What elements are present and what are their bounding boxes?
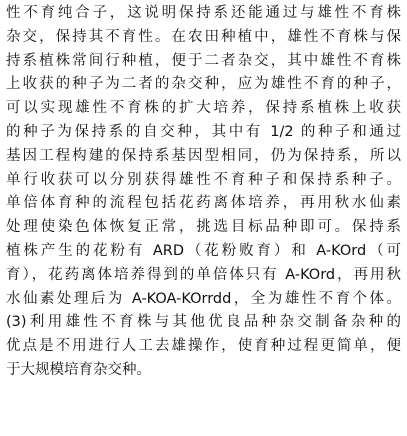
text-line: 的种子为保持系的自交种，其中有 1/2 的种子和通过 (6, 123, 401, 140)
text-line: (3)利用雄性不育株与其他优良品种杂交制备杂种的 (6, 314, 401, 331)
text-line: 育），花药离体培养得到的单倍体只有 A-KOrd，再用秋 (6, 266, 401, 283)
text-line: 杂交，保持其不育性。在农田种植中，雄性不育株与保 (6, 28, 401, 45)
text-line: 持系植株常间行种植，便于二者杂交，其中雄性不育株 (6, 52, 401, 69)
text-line: 单行收获可以分别获得雄性不育种子和保持系种子。 (6, 171, 401, 188)
text-line: 上收获的种子为二者的杂交种，应为雄性不育的种子， (6, 76, 401, 93)
text-line: 处理使染色体恢复正常，挑选目标品种即可。保持系 (6, 219, 401, 236)
text-line: 植株产生的花粉有 ARD（花粉败育）和 A-KOrd（可 (6, 242, 401, 259)
text-line: 可以实现雄性不育株的扩大培养，保持系植株上收获 (6, 100, 401, 117)
text-line: 水仙素处理后为 A-KOA-KOrrdd，全为雄性不育个体。 (6, 290, 401, 307)
text-line: 单倍体育种的流程包括花药离体培养，再用秋水仙素 (6, 195, 401, 212)
text-line: 基因工程构建的保持系基因型相同，仍为保持系，所以 (6, 147, 401, 164)
text-line: 性不育纯合子，这说明保持系还能通过与雄性不育株 (6, 5, 401, 21)
text-line: 优点是不用进行人工去雄操作，使育种过程更简单，便 (6, 338, 401, 355)
text-line: 于大规模培育杂交种。 (6, 361, 151, 378)
